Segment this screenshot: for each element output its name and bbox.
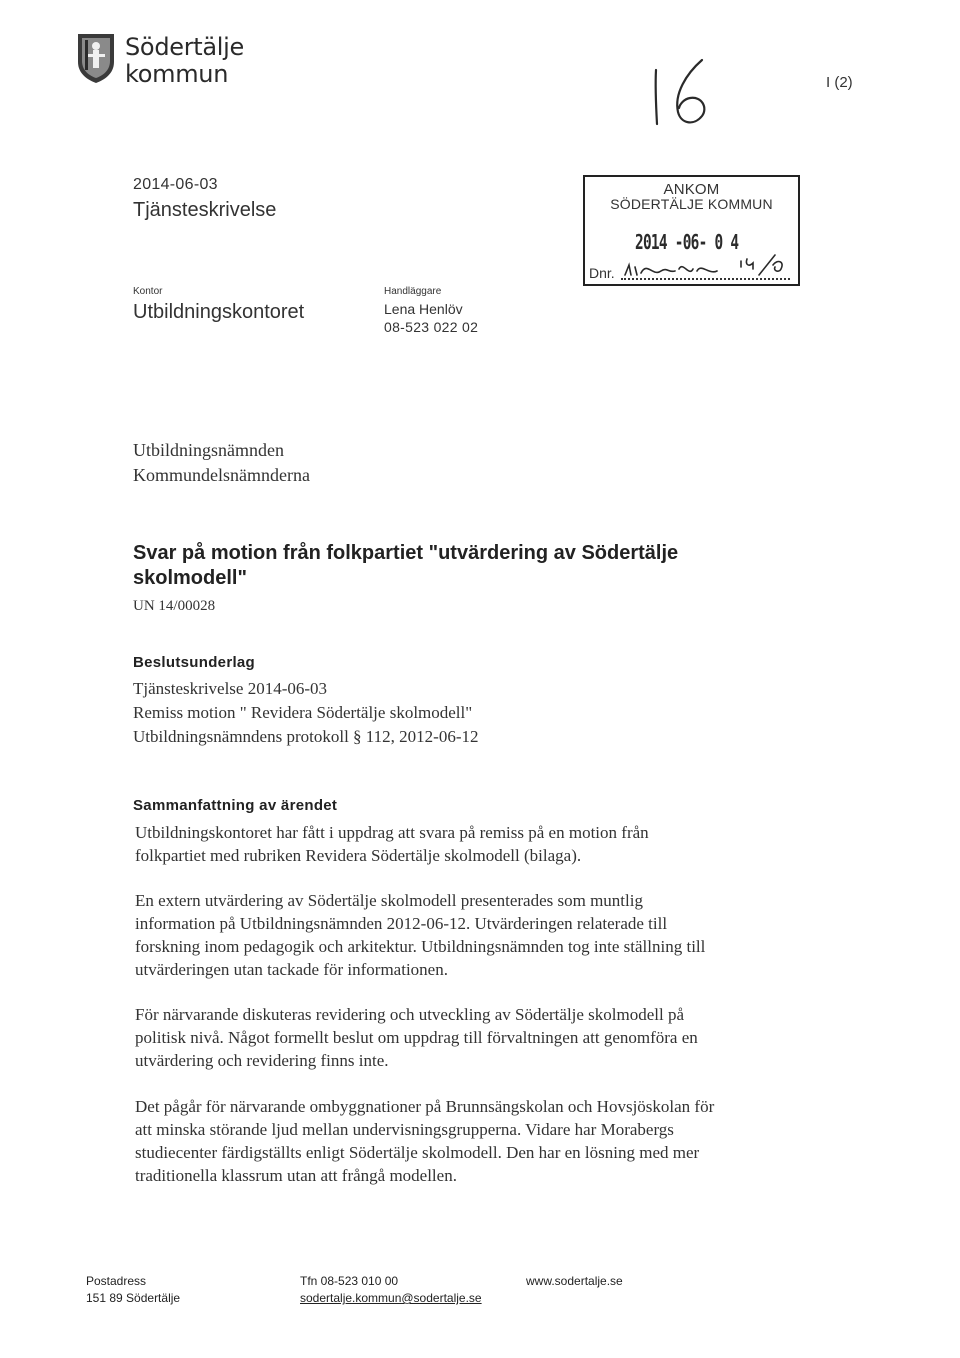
- paragraph-line: information på Utbildningsnämnden 2012-06-12. Utvärderingen relaterade till: [135, 914, 668, 933]
- document-title: [133, 541, 813, 591]
- logo-line2: kommun: [125, 60, 229, 88]
- summary-paragraph-1: [135, 821, 855, 867]
- recipient-1: Utbildningsnämnden: [133, 440, 284, 460]
- title-line: skolmodell": [133, 567, 247, 589]
- paragraph-line: studiecenter färdigställts enligt Södertälje skolmodell. Den har en lösning med mer: [135, 1143, 700, 1162]
- case-officer-name: Lena Henlöv: [384, 301, 463, 317]
- title-line: Svar på motion från folkpartiet "utvärdering av Södertälje: [133, 542, 679, 564]
- paragraph-line: utvärderingen utan tackade för informationen.: [135, 960, 448, 979]
- summary-paragraph-4: [135, 1095, 855, 1187]
- case-officer-phone: 08-523 022 02: [384, 319, 479, 335]
- footer-postal-label: Postadress: [86, 1274, 147, 1288]
- document-type: Tjänsteskrivelse: [133, 199, 277, 221]
- case-officer-label: Handläggare: [384, 286, 442, 297]
- page-number: I (2): [826, 74, 853, 91]
- summary-paragraph-2: [135, 889, 855, 981]
- basis-item: Utbildningsnämndens protokoll § 112, 2012-06-12: [133, 727, 479, 746]
- basis-heading: Beslutsunderlag: [133, 654, 256, 671]
- footer-email-link[interactable]: sodertalje.kommun@sodertalje.se: [300, 1291, 482, 1305]
- paragraph-line: En extern utvärdering av Södertälje skolmodell presenterades som muntlig: [135, 891, 643, 910]
- document-date: 2014-06-03: [133, 176, 218, 193]
- paragraph-line: Det pågår för närvarande ombyggnationer på Brunnsängskolan och Hovsjöskolan för: [135, 1097, 715, 1116]
- footer-phone: Tfn 08-523 010 00: [300, 1274, 399, 1288]
- stamp-date: 2014 -06- 0 4: [635, 230, 739, 254]
- paragraph-line: Utbildningskontoret har fått i uppdrag att svara på remiss på en motion från: [135, 823, 649, 842]
- paragraph-line: folkpartiet med rubriken Revidera Södertälje skolmodell (bilaga).: [135, 846, 582, 865]
- recipient-2: Kommundelsnämnderna: [133, 465, 310, 485]
- paragraph-line: För närvarande diskuteras revidering och utveckling av Södertälje skolmodell på: [135, 1005, 685, 1024]
- stamp-dnr-label: Dnr.: [589, 265, 615, 281]
- basis-list: [133, 677, 479, 749]
- received-stamp: [583, 175, 800, 286]
- paragraph-line: traditionella klassrum utan att frångå modellen.: [135, 1166, 457, 1185]
- stamp-municipality: SÖDERTÄLJE KOMMUN: [610, 196, 773, 212]
- logo-wordmark: [125, 34, 244, 88]
- summary-heading: Sammanfattning av ärendet: [133, 797, 338, 814]
- paragraph-line: politisk nivå. Något formellt beslut om uppdrag till förvaltningen att genomföra en: [135, 1028, 698, 1047]
- basis-item: Tjänsteskrivelse 2014-06-03: [133, 679, 328, 698]
- footer-website-link[interactable]: www.sodertalje.se: [526, 1274, 623, 1288]
- office-name: Utbildningskontoret: [133, 301, 305, 323]
- stamp-received-label: ANKOM: [663, 181, 720, 198]
- footer-postal-city: 151 89 Södertälje: [86, 1291, 181, 1305]
- paragraph-line: att minska störande ljud mellan undervisningsgrupperna. Vidare har Morabergs: [135, 1120, 674, 1139]
- paragraph-line: utvärdering och revidering finns inte.: [135, 1051, 389, 1070]
- summary-paragraph-3: [135, 1003, 855, 1072]
- paragraph-line: forskning inom pedagogik och arkitektur. Utbildningsnämnden tog inte ställning till: [135, 937, 706, 956]
- logo-line1: Södertälje: [125, 33, 245, 61]
- coat-of-arms-icon: [76, 32, 116, 84]
- case-reference: UN 14/00028: [133, 598, 216, 614]
- handwritten-dnr-scribble: [623, 251, 793, 279]
- handwritten-number-16: [648, 52, 728, 132]
- office-label: Kontor: [133, 286, 163, 297]
- basis-item: Remiss motion " Revidera Södertälje skolmodell": [133, 703, 473, 722]
- municipality-logo: [76, 30, 276, 90]
